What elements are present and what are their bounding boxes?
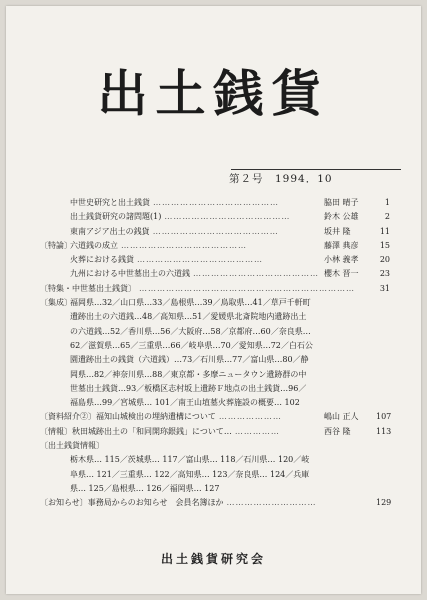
shusei-line: 〔集成〕福岡県…32／山口県…33／島根県…39／鳥取県…41／草戸千軒町	[40, 296, 390, 310]
toc-page: 129	[376, 498, 392, 508]
toc-category	[40, 196, 70, 210]
toc-author: 藤澤 典彦	[324, 240, 359, 250]
shusei-line: の六道銭…52／香川県…56／大阪府…58／京都府…60／奈良県…	[70, 326, 311, 336]
issue-number: 第２号 1994．10	[229, 173, 333, 185]
toc-entry	[40, 253, 390, 267]
toc-entry	[40, 239, 390, 253]
toc-title: 福知山城検出の埋納遺構について	[96, 412, 216, 422]
toc-category: 〔特集・中世墓出土銭貨〕	[40, 283, 136, 293]
toc-title: 火葬における銭貨	[70, 255, 134, 265]
journal-title: 出土銭貨	[97, 64, 330, 123]
johou-line: 栃木県… 115／茨城県… 117／富山県… 118／石川県… 120／岐	[70, 455, 310, 465]
toc-category	[40, 267, 70, 281]
johou-line: 阜県… 121／三重県… 122／高知県… 123／奈良県… 124／兵庫	[70, 469, 310, 479]
toc-page: 2	[384, 212, 390, 222]
toc-page: 11	[379, 226, 390, 236]
toc-title: 秋田城跡出土の「和同開珎銀銭」について…	[72, 426, 232, 436]
issue-rule	[231, 169, 401, 170]
shusei-line: 世墓出土銭貨…93／板橋区志村坂上遺跡Ｆ地点の出土銭貨…96／	[70, 383, 307, 393]
toc-category: 〔集成〕	[40, 298, 72, 308]
toc-title: 出土銭貨研究の諸問題(1)	[70, 212, 162, 222]
toc-title: 六道銭の成立	[70, 240, 118, 250]
toc-entry	[40, 196, 390, 210]
toc-entry	[40, 210, 390, 224]
toc-entry	[40, 425, 390, 439]
toc-leader: ……………………………………	[152, 226, 279, 236]
johou-line: 県… 125／島根県… 126／福岡県… 127	[70, 483, 220, 493]
toc-entry	[40, 225, 390, 239]
toc-category: 〔特論〕	[40, 240, 72, 250]
toc-entry	[40, 496, 390, 510]
johou-heading	[40, 439, 390, 453]
toc-page: 15	[379, 240, 390, 250]
toc-page: 31	[379, 283, 390, 293]
toc-leader: …………………………	[226, 498, 317, 508]
toc-page: 1	[384, 198, 390, 207]
toc-title: 九州における中世墓出土の六道銭	[70, 269, 190, 279]
toc-author: 坂井 隆	[324, 226, 351, 236]
toc-title: 中世史研究と出土銭貨	[70, 198, 150, 207]
toc-page: 23	[379, 269, 390, 279]
toc-author: 櫻木 晋一	[324, 269, 359, 279]
toc-leader: ……………………………………	[164, 212, 291, 222]
toc-title: 事務局からのお知らせ 会員名簿ほか	[87, 498, 224, 508]
cover-page	[6, 6, 421, 594]
shusei-line: 遺跡出土の六道銭…48／高知県…51／愛媛県北斎院地内遺跡出土	[70, 312, 307, 322]
toc-category: 〔情報〕	[40, 426, 72, 436]
toc-leader: ……………………………………	[137, 255, 263, 265]
toc-title: 東南アジア出土の銭貨	[70, 226, 150, 236]
toc-author: 鈴木 公雄	[324, 212, 359, 222]
toc-entry	[40, 410, 390, 424]
table-of-contents	[40, 196, 390, 511]
toc-author: 脇田 晴子	[324, 198, 359, 207]
shusei-line: 岡県…82／神奈川県…88／東京都・多摩ニュータウン遺跡群の中	[70, 369, 307, 379]
toc-author: 西谷 隆	[324, 426, 351, 436]
toc-category	[40, 253, 70, 267]
toc-category: 〔資料紹介②〕	[40, 412, 96, 422]
publisher-name: 出土銭貨研究会	[160, 552, 266, 566]
toc-category	[40, 225, 70, 239]
toc-category: 〔出土銭貨情報〕	[40, 441, 104, 451]
toc-page: 107	[376, 412, 392, 422]
toc-author: 嶋山 正人	[324, 412, 359, 422]
shusei-line: 園遺跡出土の銭貨（六道銭）…73／石川県…77／富山県…80／静	[70, 355, 309, 365]
shusei-line: 福島県…99／宮城県… 101／南王山埴墓火葬施設の概要… 102	[70, 398, 300, 408]
toc-leader: ……………………………………	[121, 240, 247, 250]
toc-leader: …………………	[218, 412, 282, 422]
toc-leader: ……………………………………	[193, 269, 319, 279]
toc-leader: ……………	[234, 426, 280, 436]
toc-leader: ………………………………………………………………	[139, 283, 355, 293]
toc-category	[40, 210, 70, 224]
toc-entry	[40, 282, 390, 296]
toc-entry	[40, 267, 390, 281]
toc-author: 小林 義孝	[324, 255, 359, 265]
toc-page: 113	[376, 426, 392, 436]
toc-category: 〔お知らせ〕	[40, 498, 88, 508]
shusei-line: 62／滋賀県…65／三重県…66／岐阜県…70／愛知県…72／白石公	[70, 340, 313, 350]
toc-page: 20	[379, 255, 390, 265]
toc-leader: ……………………………………	[153, 198, 279, 207]
